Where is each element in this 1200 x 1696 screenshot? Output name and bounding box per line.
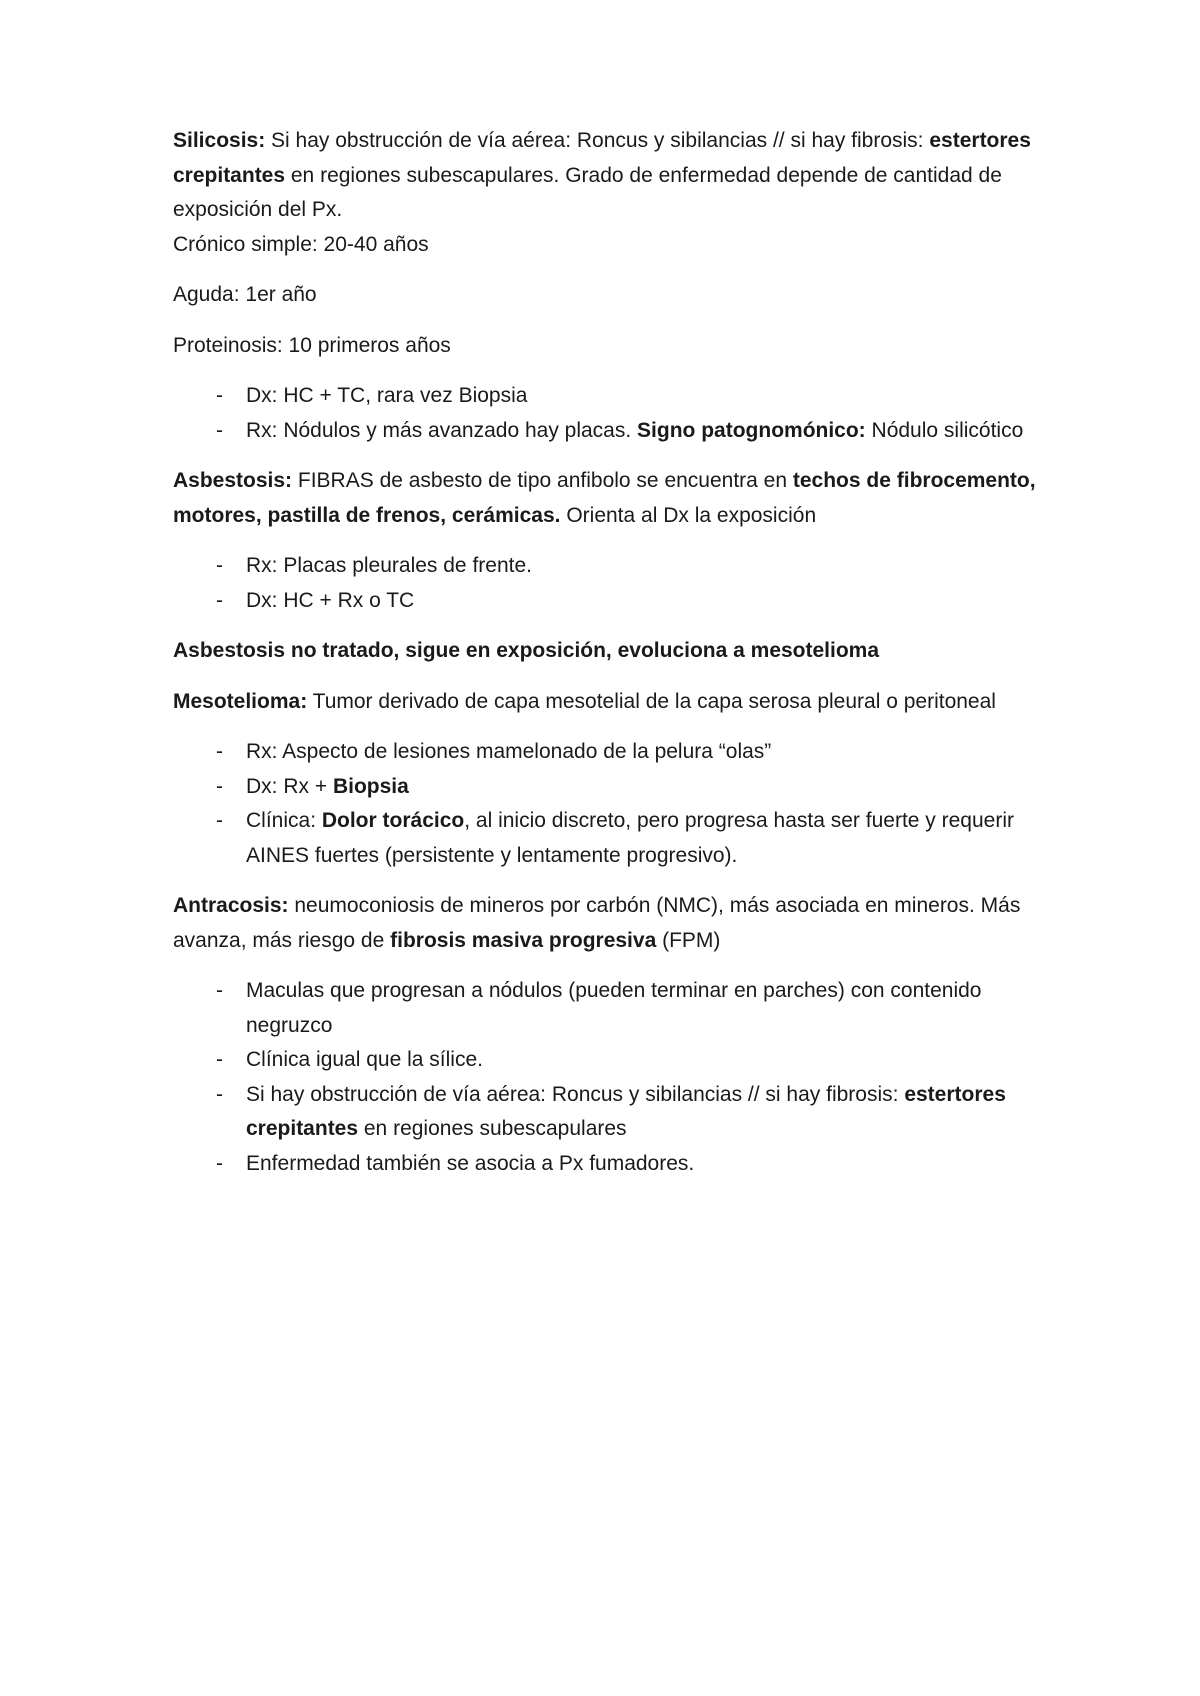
asbestosis-paragraph: Asbestosis: FIBRAS de asbesto de tipo anfibolo se encuentra en techos de fibrocemento, motores, pastilla de frenos, cerámicas. Orienta al Dx la exposición xyxy=(173,469,1036,527)
list-item: - Dx: HC + TC, rara vez Biopsia xyxy=(173,379,1053,414)
silicosis-paragraph: Silicosis: Si hay obstrucción de vía aérea: Roncus y sibilancias // si hay fibrosis: estertores crepitantes en regiones subescapulares. Grado de enfermedad depende de cantidad de exposición del Px. xyxy=(173,129,1031,221)
asbestosis-list xyxy=(173,549,1053,618)
list-item: - Si hay obstrucción de vía aérea: Roncus y sibilancias // si hay fibrosis: estertores crepitantes en regiones subescapulares xyxy=(173,1078,1053,1147)
silicosis-cronico: Crónico simple: 20-40 años xyxy=(173,232,429,256)
silicosis-term: Silicosis: xyxy=(173,129,266,152)
document-page xyxy=(173,124,1053,1197)
list-item: - Rx: Placas pleurales de frente. xyxy=(173,549,1053,584)
list-item: - Maculas que progresan a nódulos (pueden terminar en parches) con contenido negruzco xyxy=(173,974,1053,1043)
list-item: - Clínica: Dolor torácico, al inicio discreto, pero progresa hasta ser fuerte y requerir AINES fuertes (persistente y lentamente progresivo). xyxy=(173,804,1053,873)
silicosis-list xyxy=(173,379,1053,448)
asbestosis-term: Asbestosis: xyxy=(173,469,293,492)
mesotelioma-list xyxy=(173,735,1053,873)
list-item: - Enfermedad también se asocia a Px fumadores. xyxy=(173,1147,1053,1182)
silicosis-aguda: Aguda: 1er año xyxy=(173,283,317,306)
mesotelioma-term: Mesotelioma: xyxy=(173,689,308,713)
mesotelioma-paragraph: Mesotelioma: Tumor derivado de capa mesotelial de la capa serosa pleural o peritoneal xyxy=(173,689,996,713)
antracosis-paragraph: Antracosis: neumoconiosis de mineros por carbón (NMC), más asociada en mineros. Más avanza, más riesgo de fibrosis masiva progresiva (FPM) xyxy=(173,894,1021,952)
list-item: - Rx: Aspecto de lesiones mamelonado de la pelura “olas” xyxy=(173,735,1053,770)
antracosis-list xyxy=(173,974,1053,1181)
list-item: - Rx: Nódulos y más avanzado hay placas. Signo patognomónico: Nódulo silicótico xyxy=(173,414,1053,449)
asbestosis-note: Asbestosis no tratado, sigue en exposición, evoluciona a mesotelioma xyxy=(173,639,880,662)
silicosis-proteinosis: Proteinosis: 10 primeros años xyxy=(173,333,451,357)
antracosis-term: Antracosis: xyxy=(173,894,289,917)
list-item: - Clínica igual que la sílice. xyxy=(173,1043,1053,1078)
list-item: - Dx: Rx + Biopsia xyxy=(173,770,1053,805)
list-item: - Dx: HC + Rx o TC xyxy=(173,584,1053,619)
